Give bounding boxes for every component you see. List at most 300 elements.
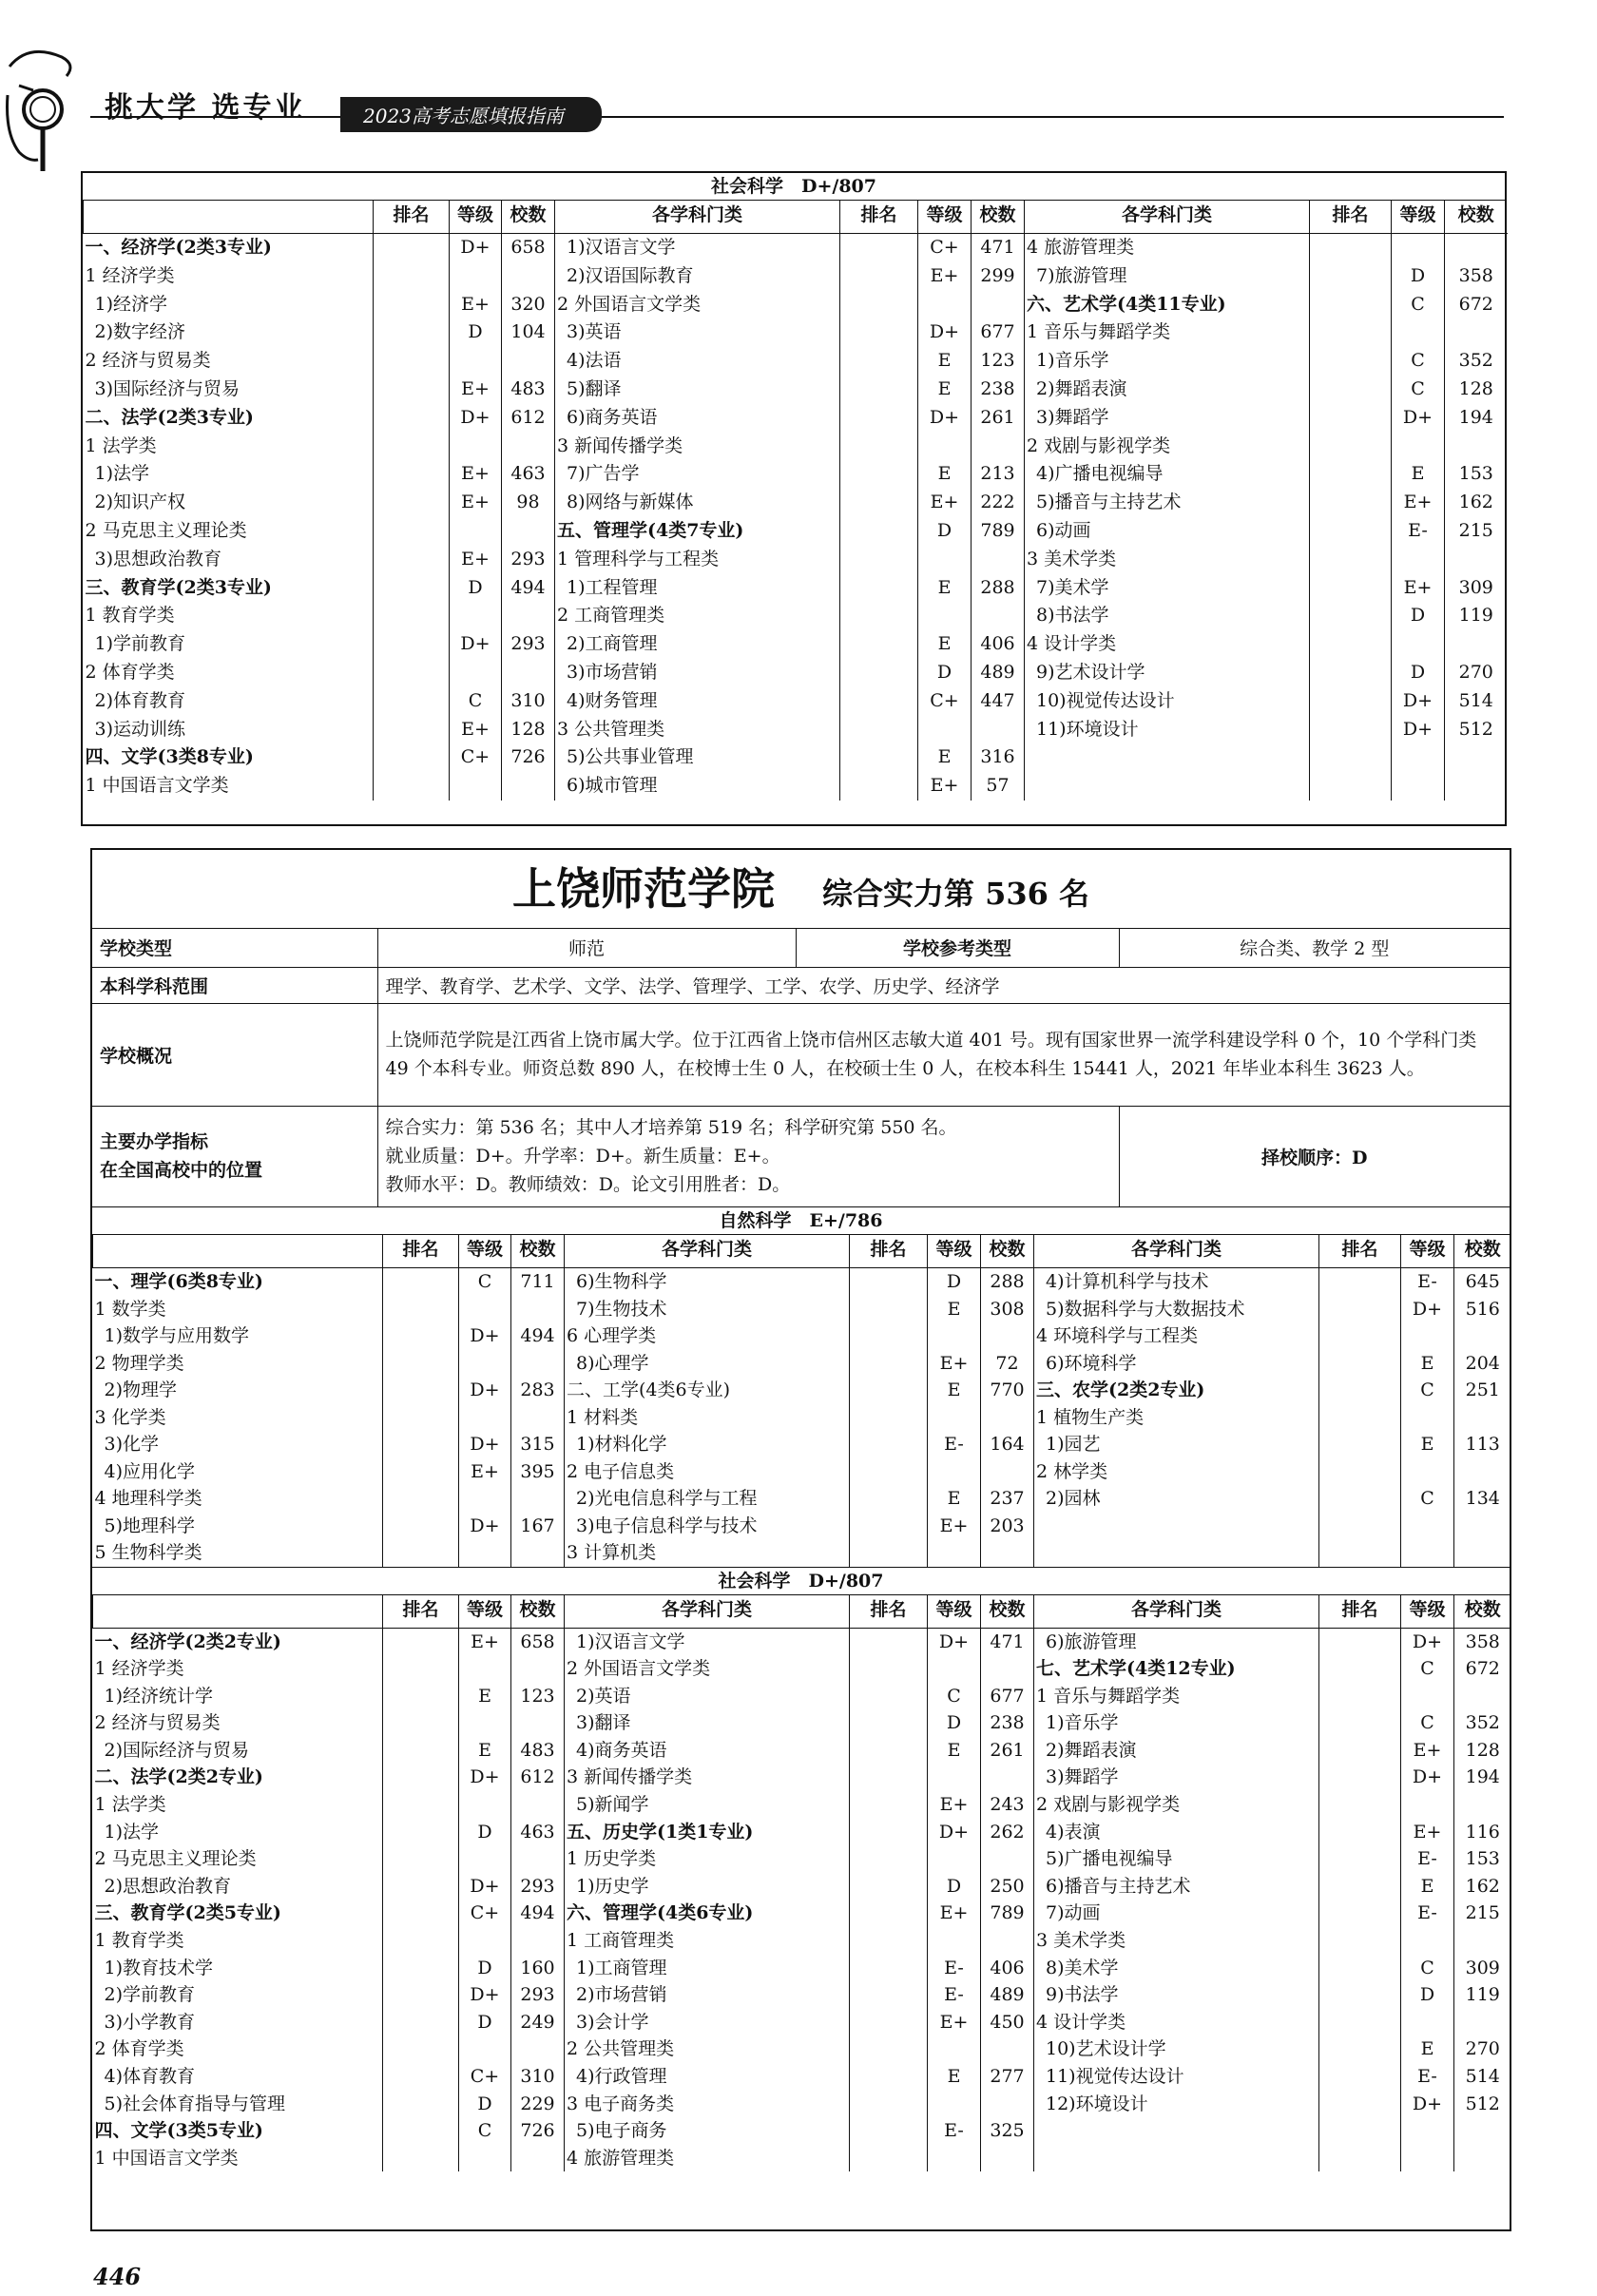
rank-cell xyxy=(852,1655,925,1683)
grade-cell: D xyxy=(936,661,952,683)
discipline-name: 4 环境科学与工程类 xyxy=(1036,1325,1199,1346)
discipline-name: 七、艺术学(4类12专业) xyxy=(1036,1658,1236,1680)
rank-cell xyxy=(375,602,447,630)
grade-cell xyxy=(452,347,499,376)
rank-cell xyxy=(375,291,447,319)
count-cell: 406 xyxy=(990,1957,1025,1978)
rank-cell xyxy=(842,772,915,801)
rank-cell xyxy=(385,1764,456,1791)
rank-cell xyxy=(1321,1737,1398,1765)
count-cell: 494 xyxy=(510,576,546,598)
discipline-name: 1 中国语言文学类 xyxy=(85,775,229,797)
rank-cell xyxy=(852,1513,925,1540)
grade-cell: C xyxy=(1420,1658,1434,1680)
grade-cell: D+ xyxy=(460,633,491,655)
discipline-name: 3 电子商务类 xyxy=(567,2093,675,2114)
rank-cell xyxy=(842,234,915,262)
discipline-name: 2)光电信息科学与工程 xyxy=(576,1488,758,1509)
rank-cell xyxy=(842,630,915,659)
grade-cell: E+ xyxy=(471,1460,499,1482)
grade-cell: E+ xyxy=(461,293,490,315)
column-header: 排名 xyxy=(374,201,450,234)
rank-cell xyxy=(385,1539,456,1567)
discipline-name: 一、理学(6类8专业) xyxy=(94,1271,263,1292)
rank-cell xyxy=(852,2036,925,2063)
count-cell: 310 xyxy=(520,2066,555,2087)
rank-column xyxy=(850,1628,928,2171)
count-cell: 164 xyxy=(990,1434,1025,1455)
count-cell: 310 xyxy=(510,689,546,711)
discipline-name: 5)公共事业管理 xyxy=(567,746,694,768)
rank-cell xyxy=(852,2145,925,2172)
school-info-table xyxy=(92,929,1510,1206)
count-cell: 293 xyxy=(510,633,546,655)
grade-cell xyxy=(930,1927,978,1955)
rank-column xyxy=(383,1268,459,1567)
grade-cell xyxy=(1403,2117,1452,2145)
discipline-name: 1 经济学类 xyxy=(94,1658,184,1680)
rank-cell xyxy=(385,2063,456,2091)
rank-column xyxy=(1319,1628,1401,2171)
grade-cell: D xyxy=(468,321,483,343)
rank-cell xyxy=(385,1709,456,1737)
rank-cell xyxy=(1321,1845,1398,1873)
rank-cell xyxy=(852,1981,925,2009)
count-cell: 483 xyxy=(510,377,546,399)
count-cell: 612 xyxy=(510,406,546,428)
count-cell: 612 xyxy=(520,1766,555,1788)
rank-cell xyxy=(842,602,915,630)
rank-cell xyxy=(1321,2036,1398,2063)
discipline-name: 5)新闻学 xyxy=(576,1794,649,1816)
discipline-name: 3)化学 xyxy=(104,1434,160,1455)
school-title xyxy=(92,850,1510,929)
discipline-name: 2 外国语言文学类 xyxy=(557,293,702,315)
count-cell: 270 xyxy=(1458,661,1493,683)
rank-cell xyxy=(1321,1513,1398,1540)
grade-cell xyxy=(461,1485,509,1513)
discipline-name: 2 物理学类 xyxy=(94,1352,184,1374)
count-cell: 238 xyxy=(990,1712,1025,1734)
grade-cell: E xyxy=(478,1739,491,1761)
count-cell xyxy=(513,2036,562,2063)
discipline-name: 1)音乐学 xyxy=(1036,350,1109,372)
discipline-name: 5)翻译 xyxy=(567,377,622,399)
rank-cell xyxy=(1312,546,1389,574)
count-cell: 293 xyxy=(520,1875,555,1897)
discipline-name: 2)市场营销 xyxy=(576,1984,667,2006)
discipline-name: 6)生物科学 xyxy=(576,1271,667,1292)
rank-cell xyxy=(1312,376,1389,404)
discipline-name: 2 体育学类 xyxy=(85,661,175,683)
grade-cell: E+ xyxy=(461,548,490,569)
grade-cell: D xyxy=(1410,661,1426,683)
grade-cell: E- xyxy=(1417,1902,1437,1924)
grade-cell: E xyxy=(937,633,952,655)
discipline-name xyxy=(1036,2145,1317,2172)
grade-cell: C xyxy=(1420,1712,1434,1734)
count-cell: 270 xyxy=(1465,2038,1500,2060)
column-header: 校数 xyxy=(972,201,1025,234)
grade-cell: E+ xyxy=(1403,492,1433,513)
count-column xyxy=(972,234,1025,801)
rank-cell xyxy=(852,1819,925,1846)
rank-cell xyxy=(385,1350,456,1378)
grade-cell: C xyxy=(947,1685,961,1707)
grade-cell: C xyxy=(1411,377,1425,399)
grade-cell: D xyxy=(1410,605,1426,627)
grade-cell: D+ xyxy=(929,406,960,428)
rank-cell xyxy=(1321,1539,1398,1567)
mascot-magnifier-icon xyxy=(0,38,90,181)
rank-cell xyxy=(375,772,447,801)
discipline-name: 3)运动训练 xyxy=(94,718,186,740)
column-header: 各学科门类 xyxy=(1034,1595,1319,1629)
count-cell: 512 xyxy=(1465,2093,1500,2114)
discipline-name: 6)播音与主持艺术 xyxy=(1046,1875,1191,1897)
count-cell xyxy=(983,2091,1031,2118)
count-cell xyxy=(513,1709,562,1737)
discipline-name: 4 地理科学类 xyxy=(94,1488,202,1509)
rank-cell xyxy=(385,1845,456,1873)
rank-cell xyxy=(1312,404,1389,433)
discipline-name: 1)历史学 xyxy=(576,1875,649,1897)
rank-cell xyxy=(852,1539,925,1567)
discipline-name: 2 外国语言文学类 xyxy=(567,1658,711,1680)
discipline-name: 1 历史学类 xyxy=(567,1848,657,1870)
rank-cell xyxy=(375,489,447,517)
rank-cell xyxy=(375,687,447,716)
discipline-name: 三、教育学(2类3专业) xyxy=(85,576,272,598)
discipline-name: 4)表演 xyxy=(1046,1821,1101,1843)
discipline-name: 5)广播电视编导 xyxy=(1046,1848,1173,1870)
count-cell: 320 xyxy=(510,293,546,315)
rank-cell xyxy=(1321,1655,1398,1683)
rank-cell xyxy=(375,433,447,461)
rank-cell xyxy=(385,1981,456,2009)
rank-cell xyxy=(1321,1981,1398,2009)
discipline-name: 二、工学(4类6专业) xyxy=(567,1380,731,1400)
discipline-name: 2 戏剧与影视学类 xyxy=(1027,434,1171,456)
column-header: 校数 xyxy=(981,1595,1034,1629)
discipline-name: 1 教育学类 xyxy=(85,605,175,627)
count-cell: 672 xyxy=(1465,1658,1500,1680)
count-cell: 358 xyxy=(1458,264,1493,286)
grade-cell xyxy=(1403,1404,1452,1432)
column-header: 排名 xyxy=(850,1595,928,1629)
discipline-name: 二、法学(2类3专业) xyxy=(85,406,254,428)
rank-cell xyxy=(1312,318,1389,347)
grade-cell xyxy=(1403,1539,1452,1567)
grade-cell: E+ xyxy=(471,1630,499,1652)
count-cell: 658 xyxy=(520,1630,555,1652)
count-cell xyxy=(983,1764,1031,1791)
count-cell xyxy=(1456,1539,1510,1567)
count-cell xyxy=(513,1350,562,1378)
grade-column xyxy=(1401,1628,1454,2171)
discipline-name: 10)视觉传达设计 xyxy=(1036,689,1175,711)
grade-cell: E- xyxy=(1417,1848,1437,1870)
rank-cell xyxy=(385,1513,456,1540)
discipline-name: 2 经济与贸易类 xyxy=(85,350,211,372)
count-cell: 128 xyxy=(1458,377,1493,399)
grade-cell: C xyxy=(477,2120,492,2142)
column-header: 排名 xyxy=(1319,1235,1401,1268)
rank-cell xyxy=(375,574,447,603)
discipline-name: 12)环境设计 xyxy=(1046,2093,1148,2114)
discipline-name: 四、文学(3类5专业) xyxy=(94,2120,263,2142)
grade-cell: D+ xyxy=(470,1434,500,1455)
social-band: 社会科学 D+/807 xyxy=(92,1567,1510,1595)
indicators-label: 主要办学指标 在全国高校中的位置 xyxy=(92,1106,377,1206)
rank-cell xyxy=(385,1404,456,1432)
discipline-name: 4)行政管理 xyxy=(576,2066,667,2087)
grade-cell: D xyxy=(477,2093,492,2114)
rank-cell xyxy=(375,517,447,546)
count-cell xyxy=(513,1296,562,1323)
count-cell: 194 xyxy=(1465,1766,1500,1788)
section-band: 社会科学 D+/807 xyxy=(83,173,1505,201)
count-cell xyxy=(513,1655,562,1683)
type-value: 师范 xyxy=(377,929,796,967)
count-cell: 463 xyxy=(520,1821,555,1843)
discipline-name: 4)计算机科学与技术 xyxy=(1046,1271,1209,1292)
rank-column xyxy=(383,1628,459,2171)
column-header: 等级 xyxy=(928,1595,981,1629)
top-social-science-table xyxy=(81,171,1507,826)
discipline-name xyxy=(1027,743,1307,772)
count-cell: 450 xyxy=(990,2011,1025,2033)
discipline-name: 1)经济学 xyxy=(94,293,168,315)
grade-cell xyxy=(920,291,969,319)
grade-cell: E xyxy=(1420,1875,1434,1897)
grade-cell: D+ xyxy=(470,1766,500,1788)
discipline-name: 1 法学类 xyxy=(85,434,157,456)
grade-cell xyxy=(1394,630,1442,659)
grade-cell: D+ xyxy=(1412,1298,1443,1320)
grade-cell xyxy=(930,1404,978,1432)
rank-cell xyxy=(385,2091,456,2118)
rank-cell xyxy=(852,1683,925,1710)
count-cell: 406 xyxy=(980,633,1015,655)
discipline-name: 三、教育学(2类5专业) xyxy=(94,1902,281,1924)
overview-label: 学校概况 xyxy=(92,1003,377,1106)
grade-cell: E xyxy=(947,1488,961,1509)
count-cell: 222 xyxy=(980,492,1015,513)
grade-cell: D xyxy=(477,2011,492,2033)
count-cell xyxy=(513,2145,562,2172)
grade-column xyxy=(1392,234,1445,801)
count-cell: 726 xyxy=(520,2120,555,2142)
discipline-name: 1)汉语言文学 xyxy=(576,1630,685,1652)
discipline-name xyxy=(1027,772,1307,801)
grade-cell xyxy=(461,1539,509,1567)
count-cell: 72 xyxy=(995,1352,1019,1374)
discipline-name: 1 教育学类 xyxy=(94,1930,184,1952)
grade-cell xyxy=(452,602,499,630)
rank-cell xyxy=(1312,234,1389,262)
grade-cell: E+ xyxy=(1403,576,1433,598)
rank-cell xyxy=(852,1350,925,1378)
discipline-name xyxy=(1036,2117,1317,2145)
discipline-name: 2 体育学类 xyxy=(94,2038,184,2060)
grade-cell: D+ xyxy=(470,1325,500,1346)
discipline-column xyxy=(565,1628,850,2171)
count-cell xyxy=(1456,1322,1510,1350)
grade-cell: E+ xyxy=(930,492,959,513)
discipline-name: 2)体育教育 xyxy=(94,689,186,711)
rank-cell xyxy=(852,2091,925,2118)
discipline-name: 6)旅游管理 xyxy=(1046,1630,1137,1652)
rank-cell xyxy=(852,1322,925,1350)
grade-cell: C xyxy=(1420,1957,1434,1978)
count-cell: 113 xyxy=(1465,1434,1500,1455)
discipline-name: 一、经济学(2类3专业) xyxy=(85,237,272,258)
discipline-name: 2)舞蹈表演 xyxy=(1036,377,1127,399)
discipline-name: 11)环境设计 xyxy=(1036,718,1139,740)
count-cell: 358 xyxy=(1465,1630,1500,1652)
grade-cell: D+ xyxy=(470,1380,500,1400)
rank-cell xyxy=(852,1377,925,1404)
grade-cell: D+ xyxy=(1412,1630,1443,1652)
grade-cell: E+ xyxy=(939,1902,969,1924)
count-cell: 514 xyxy=(1465,2066,1500,2087)
count-cell: 471 xyxy=(980,237,1015,258)
rank-cell xyxy=(842,659,915,687)
discipline-name: 1 植物生产类 xyxy=(1036,1406,1145,1428)
count-cell xyxy=(983,1322,1031,1350)
discipline-name: 4)广播电视编导 xyxy=(1036,463,1164,485)
grade-cell: D xyxy=(936,519,952,541)
count-cell xyxy=(1456,2145,1510,2172)
count-cell: 770 xyxy=(990,1380,1025,1400)
discipline-name: 7)广告学 xyxy=(567,463,640,485)
count-cell: 98 xyxy=(516,492,540,513)
rank-column xyxy=(850,1268,928,1567)
count-cell: 789 xyxy=(990,1902,1025,1924)
grade-cell: E+ xyxy=(930,775,959,797)
discipline-name: 3)小学教育 xyxy=(104,2011,196,2033)
discipline-name: 1 音乐与舞蹈学类 xyxy=(1027,321,1171,343)
rank-cell xyxy=(385,1485,456,1513)
rank-cell xyxy=(1321,1629,1398,1656)
count-cell: 160 xyxy=(520,1957,555,1978)
rank-cell xyxy=(385,1927,456,1955)
discipline-column xyxy=(93,1268,383,1567)
grade-cell: E+ xyxy=(939,2011,969,2033)
rank-cell xyxy=(1312,262,1389,291)
discipline-name: 1)园艺 xyxy=(1046,1434,1101,1455)
rank-cell xyxy=(1321,1296,1398,1323)
count-column xyxy=(981,1268,1034,1567)
grade-cell xyxy=(920,716,969,744)
grade-cell xyxy=(452,659,499,687)
column-header: 等级 xyxy=(1392,201,1445,234)
count-cell: 119 xyxy=(1465,1984,1500,2006)
column-header: 排名 xyxy=(1310,201,1392,234)
count-cell: 352 xyxy=(1458,350,1493,372)
count-cell: 119 xyxy=(1458,605,1493,627)
grade-cell: E+ xyxy=(461,377,490,399)
count-column xyxy=(511,1268,565,1567)
count-column xyxy=(1445,234,1508,801)
grade-cell: E xyxy=(947,2066,961,2087)
rank-cell xyxy=(852,1927,925,1955)
count-column xyxy=(502,234,555,801)
discipline-name: 2)园林 xyxy=(1046,1488,1101,1509)
discipline-name: 5)社会体育指导与管理 xyxy=(104,2093,286,2114)
discipline-name: 4)体育教育 xyxy=(104,2066,196,2087)
count-cell: 243 xyxy=(990,1794,1025,1816)
discipline-name: 1)材料化学 xyxy=(576,1434,667,1455)
discipline-column xyxy=(84,234,374,801)
count-cell: 512 xyxy=(1458,718,1493,740)
count-cell: 308 xyxy=(990,1298,1025,1320)
count-cell xyxy=(504,659,552,687)
grade-cell: C xyxy=(1411,350,1425,372)
count-cell: 293 xyxy=(510,548,546,569)
count-cell xyxy=(983,2036,1031,2063)
rank-cell xyxy=(1312,347,1389,376)
column-header: 等级 xyxy=(928,1235,981,1268)
grade-cell xyxy=(461,1845,509,1873)
discipline-name: 2)学前教育 xyxy=(104,1984,196,2006)
count-cell: 251 xyxy=(1465,1380,1500,1400)
discipline-name xyxy=(1036,1539,1317,1567)
rank-cell xyxy=(1321,1927,1398,1955)
count-cell xyxy=(983,1655,1031,1683)
grade-cell: D+ xyxy=(460,237,491,258)
count-cell xyxy=(983,1404,1031,1432)
rank-cell xyxy=(852,1629,925,1656)
rank-cell xyxy=(1321,1764,1398,1791)
column-header: 校数 xyxy=(1445,201,1508,234)
discipline-name: 1 经济学类 xyxy=(85,264,175,286)
count-cell: 309 xyxy=(1458,576,1493,598)
rank-cell xyxy=(852,2117,925,2145)
grade-cell xyxy=(461,2145,509,2172)
rank-cell xyxy=(375,546,447,574)
count-column xyxy=(981,1628,1034,2171)
grade-cell xyxy=(461,1296,509,1323)
count-cell: 162 xyxy=(1465,1875,1500,1897)
count-cell xyxy=(973,602,1022,630)
discipline-name: 7)动画 xyxy=(1046,1902,1101,1924)
discipline-column xyxy=(565,1268,850,1567)
discipline-name: 5 生物科学类 xyxy=(94,1542,202,1563)
discipline-name: 7)生物技术 xyxy=(576,1298,667,1320)
count-cell xyxy=(513,1845,562,1873)
grade-cell xyxy=(461,2036,509,2063)
rank-cell xyxy=(842,262,915,291)
discipline-name: 2)英语 xyxy=(576,1685,631,1707)
rank-cell xyxy=(1312,772,1389,801)
discipline-name: 1)汉语言文学 xyxy=(567,237,676,258)
rank-cell xyxy=(385,1431,456,1458)
count-cell: 677 xyxy=(990,1685,1025,1707)
grade-cell: E xyxy=(937,350,952,372)
count-cell xyxy=(504,347,552,376)
rank-cell xyxy=(385,2036,456,2063)
count-cell xyxy=(1456,2117,1510,2145)
count-cell: 283 xyxy=(520,1380,555,1400)
grade-cell: E xyxy=(1420,2038,1434,2060)
discipline-name: 六、艺术学(4类11专业) xyxy=(1027,293,1226,315)
grade-cell: C+ xyxy=(930,689,959,711)
rank-column xyxy=(840,234,918,801)
count-cell: 789 xyxy=(980,519,1015,541)
discipline-name: 3)翻译 xyxy=(576,1712,631,1734)
